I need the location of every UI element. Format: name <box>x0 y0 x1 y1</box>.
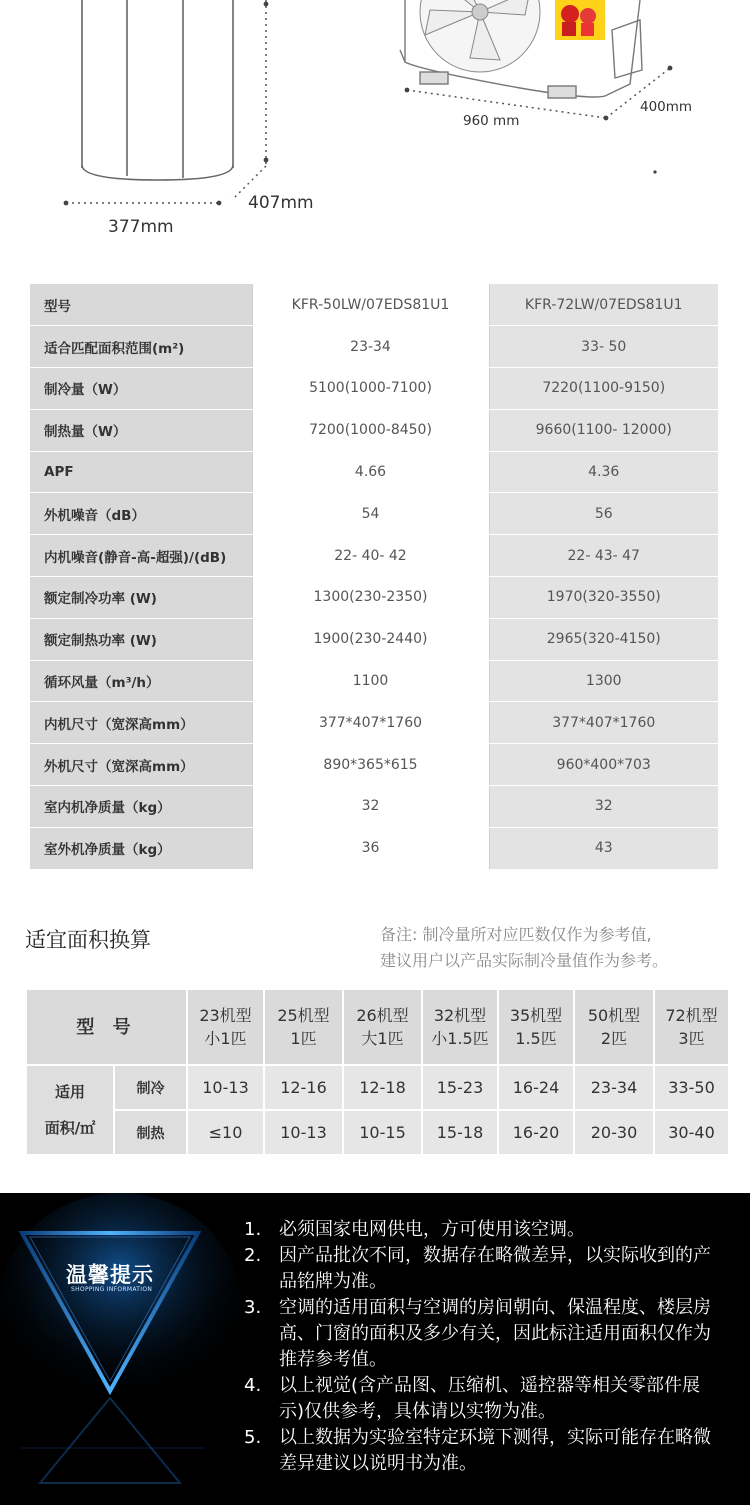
spec-row <box>30 451 718 493</box>
spec-value-model1: 1100 <box>252 660 489 702</box>
spec-row <box>30 535 718 577</box>
indoor-unit-drawing <box>82 0 233 180</box>
spec-label: 内机尺寸（宽深高mm） <box>30 702 252 744</box>
tips-triangle-graphic <box>0 1193 240 1505</box>
model-horsepower: 小1.5匹 <box>431 1029 489 1048</box>
spec-value-model2: 9660(1100- 12000) <box>489 409 718 451</box>
outdoor-width-label: 960 mm <box>463 113 520 129</box>
spec-label: 室外机净质量（kg） <box>30 827 252 869</box>
tips-list <box>244 1217 724 1477</box>
spec-value-model2: 960*400*703 <box>489 744 718 786</box>
spec-value-model2: 1300 <box>489 660 718 702</box>
model-horsepower: 小1匹 <box>204 1029 247 1048</box>
outdoor-depth-label: 400mm <box>640 99 693 115</box>
spec-value-model2: KFR-72LW/07EDS81U1 <box>489 284 718 326</box>
spec-row <box>30 577 718 619</box>
spec-value-model2: 56 <box>489 493 718 535</box>
spec-row <box>30 618 718 660</box>
heating-area-value: 10-13 <box>264 1110 343 1155</box>
heating-area-value: 30-40 <box>654 1110 729 1155</box>
spec-value-model2: 4.36 <box>489 451 718 493</box>
spec-label: 室内机净质量（kg） <box>30 786 252 828</box>
applicable-area-line: 适用 <box>54 1083 85 1101</box>
spec-value-model2: 377*407*1760 <box>489 702 718 744</box>
area-header-row <box>26 989 729 1065</box>
dimension-diagram <box>0 0 750 262</box>
tip-item <box>244 1295 724 1373</box>
spec-value-model1: 54 <box>252 493 489 535</box>
spec-row <box>30 827 718 869</box>
tip-item <box>244 1217 724 1243</box>
indoor-width-label: 377mm <box>108 217 174 237</box>
spec-value-model1: 32 <box>252 786 489 828</box>
spec-label: 外机尺寸（宽深高mm） <box>30 744 252 786</box>
spec-label: APF <box>30 451 252 493</box>
spec-row <box>30 786 718 828</box>
heating-area-value: 15-18 <box>422 1110 498 1155</box>
cooling-label: 制冷 <box>114 1065 187 1110</box>
model-name: 50机型 <box>587 1006 641 1025</box>
spec-value-model1: KFR-50LW/07EDS81U1 <box>252 284 489 326</box>
spec-row <box>30 284 718 326</box>
model-column-header <box>187 989 264 1065</box>
model-horsepower: 大1匹 <box>361 1029 404 1048</box>
tip-item <box>244 1243 724 1295</box>
applicable-area-line: 面积/㎡ <box>44 1119 96 1137</box>
spec-value-model2: 43 <box>489 827 718 869</box>
area-conversion-table <box>25 988 730 1156</box>
model-name: 72机型 <box>665 1006 718 1025</box>
model-name: 25机型 <box>277 1006 330 1025</box>
spec-value-model2: 1970(320-3550) <box>489 577 718 619</box>
heating-area-value: ≤10 <box>187 1110 264 1155</box>
cooling-area-value: 12-16 <box>264 1065 343 1110</box>
model-name: 32机型 <box>433 1006 487 1025</box>
tip-item <box>244 1425 724 1477</box>
spec-value-model2: 7220(1100-9150) <box>489 368 718 410</box>
spec-row <box>30 702 718 744</box>
spec-value-model1: 7200(1000-8450) <box>252 409 489 451</box>
spec-value-model1: 890*365*615 <box>252 744 489 786</box>
tips-subtitle: SHOPPING INFORMATION <box>71 1286 153 1293</box>
area-cool-row <box>26 1065 729 1110</box>
model-column-header <box>574 989 654 1065</box>
tip-text: 必须国家电网供电，方可使用该空调。 <box>279 1219 585 1240</box>
spec-value-model1: 23-34 <box>252 326 489 368</box>
spec-row <box>30 368 718 410</box>
model-column-header <box>654 989 729 1065</box>
spec-value-model1: 36 <box>252 827 489 869</box>
spec-value-model2: 22- 43- 47 <box>489 535 718 577</box>
heating-label: 制热 <box>114 1110 187 1155</box>
spec-row <box>30 493 718 535</box>
spec-label: 内机噪音(静音-高-超强)/(dB) <box>30 535 252 577</box>
tip-text: 以上数据为实验室特定环境下测得，实际可能存在略微差异建议以说明书为准。 <box>279 1427 711 1474</box>
spec-label: 循环风量（m³/h） <box>30 660 252 702</box>
model-name: 23机型 <box>199 1006 252 1025</box>
spec-label: 制热量（W） <box>30 409 252 451</box>
spec-value-model1: 4.66 <box>252 451 489 493</box>
cooling-area-value: 33-50 <box>654 1065 729 1110</box>
indoor-dimension-lines <box>66 0 266 203</box>
spec-value-model1: 22- 40- 42 <box>252 535 489 577</box>
spec-value-model1: 5100(1000-7100) <box>252 368 489 410</box>
tips-section <box>0 1193 750 1505</box>
tips-title: 温馨提示 <box>66 1263 154 1287</box>
cooling-area-value: 15-23 <box>422 1065 498 1110</box>
heating-area-value: 16-20 <box>498 1110 574 1155</box>
spec-label: 制冷量（W） <box>30 368 252 410</box>
applicable-area-label <box>26 1065 114 1155</box>
spec-value-model1: 1300(230-2350) <box>252 577 489 619</box>
model-column-header <box>498 989 574 1065</box>
mascot-logo <box>555 0 605 40</box>
spec-row <box>30 326 718 368</box>
cooling-area-value: 23-34 <box>574 1065 654 1110</box>
cooling-area-value: 10-13 <box>187 1065 264 1110</box>
tip-number: 2. <box>244 1245 262 1266</box>
spec-label: 适合匹配面积范围(m²) <box>30 326 252 368</box>
model-column-header <box>264 989 343 1065</box>
spec-value-model2: 2965(320-4150) <box>489 618 718 660</box>
indoor-depth-label: 407mm <box>248 193 314 213</box>
heating-area-value: 20-30 <box>574 1110 654 1155</box>
area-heat-row <box>26 1110 729 1155</box>
model-horsepower: 2匹 <box>600 1029 628 1048</box>
model-column-header <box>422 989 498 1065</box>
spec-value-model2: 33- 50 <box>489 326 718 368</box>
model-header-label: 型 号 <box>26 989 187 1065</box>
model-column-header <box>343 989 422 1065</box>
tip-number: 1. <box>244 1219 262 1240</box>
tip-text: 因产品批次不同，数据存在略微差异，以实际收到的产品铭牌为准。 <box>279 1245 711 1292</box>
area-note-line: 备注: 制冷量所对应匹数仅作为参考值, <box>380 925 652 944</box>
spec-label: 外机噪音（dB） <box>30 493 252 535</box>
heating-area-value: 10-15 <box>343 1110 422 1155</box>
spec-label: 型号 <box>30 284 252 326</box>
tip-item <box>244 1373 724 1425</box>
tip-number: 5. <box>244 1427 262 1448</box>
tip-text: 以上视觉(含产品图、压缩机、遥控器等相关零部件展示)仅供参考，具体请以实物为准。 <box>279 1375 701 1422</box>
cooling-area-value: 16-24 <box>498 1065 574 1110</box>
spec-label: 额定制冷功率 (W) <box>30 577 252 619</box>
spec-value-model1: 377*407*1760 <box>252 702 489 744</box>
model-horsepower: 1.5匹 <box>515 1029 557 1048</box>
outdoor-fan-drawing <box>420 0 540 72</box>
spec-row <box>30 409 718 451</box>
model-horsepower: 3匹 <box>678 1029 705 1048</box>
model-name: 26机型 <box>356 1006 409 1025</box>
spec-table <box>30 284 718 870</box>
spec-row <box>30 660 718 702</box>
tip-number: 3. <box>244 1297 262 1318</box>
spec-label: 额定制热功率 (W) <box>30 618 252 660</box>
spec-row <box>30 744 718 786</box>
model-name: 35机型 <box>509 1006 563 1025</box>
area-note <box>380 922 740 974</box>
area-section-title: 适宜面积换算 <box>25 928 151 952</box>
tip-number: 4. <box>244 1375 262 1396</box>
area-note-line: 建议用户以产品实际制冷量值作为参考。 <box>380 951 669 970</box>
spec-value-model1: 1900(230-2440) <box>252 618 489 660</box>
spec-value-model2: 32 <box>489 786 718 828</box>
tip-text: 空调的适用面积与空调的房间朝向、保温程度、楼层房高、门窗的面积及多少有关，因此标注适用面积仅作为推荐参考值。 <box>279 1297 711 1370</box>
cooling-area-value: 12-18 <box>343 1065 422 1110</box>
model-horsepower: 1匹 <box>290 1029 317 1048</box>
